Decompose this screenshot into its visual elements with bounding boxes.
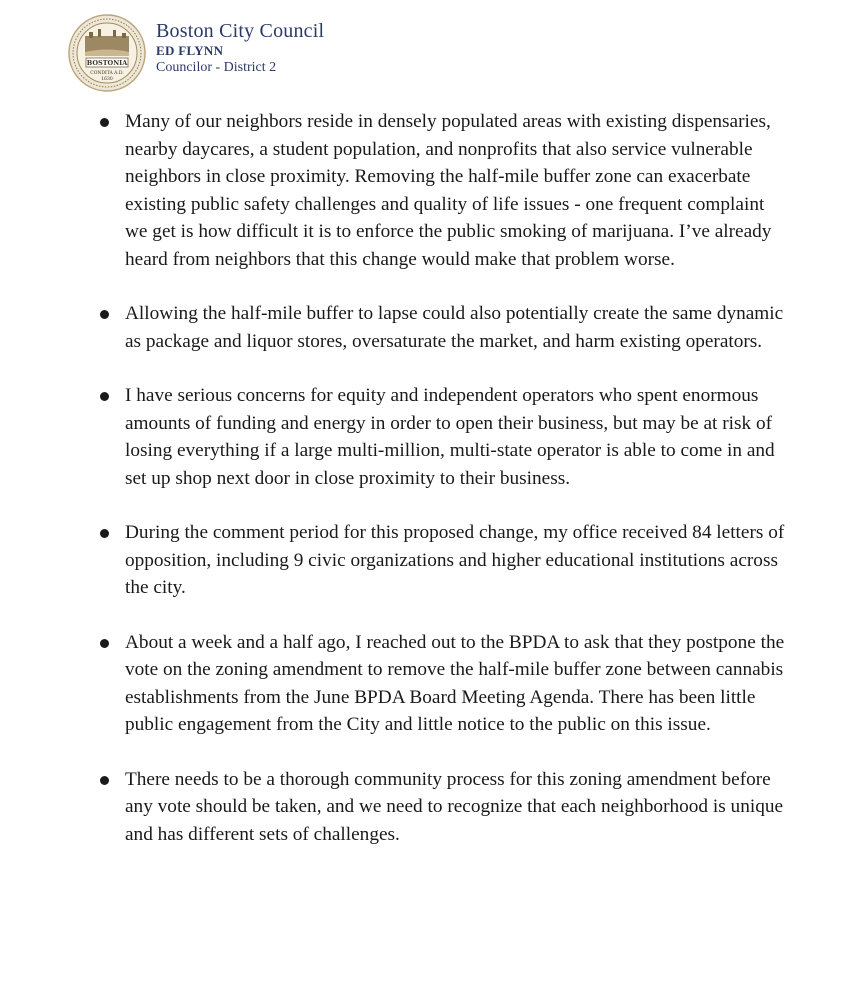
bullet-item xyxy=(98,382,788,492)
bullet-item xyxy=(98,108,788,273)
seal-text-1: BOSTONIA xyxy=(86,59,128,67)
bullet-icon xyxy=(100,776,109,785)
councilor-title: Councilor - District 2 xyxy=(156,60,277,75)
bullet-text: During the comment period for this proposed change, my office received 84 letters of opposition, including 9 civic organizations and higher educational institutions across the city. xyxy=(125,522,785,598)
bullet-icon xyxy=(100,639,109,648)
letterhead xyxy=(68,14,324,94)
bullet-item xyxy=(98,519,788,602)
bullet-item xyxy=(98,629,788,739)
bullet-icon xyxy=(100,310,109,319)
organization-name: Boston City Council xyxy=(156,20,325,42)
bullet-icon xyxy=(100,118,109,127)
bullet-icon xyxy=(100,529,109,538)
bullet-text: Many of our neighbors reside in densely populated areas with existing dispensaries, nearby daycares, a student population, and nonprofits that also service vulnerable neighbors in close proximity. Removing the half-mile buffer zone can exacerbate existing public safety challenges and quality of life issues - one frequent complaint we get is how difficult it is to enforce the public smoking of marijuana. I’ve already heard from neighbors that this change would make that problem worse. xyxy=(125,111,772,270)
bullet-text: About a week and a half ago, I reached out to the BPDA to ask that they postpone the vote on the zoning amendment to remove the half-mile buffer zone between cannabis establishments from the June BPDA Board Meeting Agenda. There has been little public engagement from the City and little notice to the public on this issue. xyxy=(125,631,785,735)
bullet-text: There needs to be a thorough community process for this zoning amendment before any vote should be taken, and we need to recognize that each neighborhood is unique and has different sets of challenges. xyxy=(125,768,784,845)
letterhead-text xyxy=(156,20,324,76)
councilor-name: ED FLYNN xyxy=(156,43,224,58)
seal-text-2: CONDITA A.D. xyxy=(90,71,124,76)
bullet-icon xyxy=(100,392,109,401)
bullet-text: Allowing the half-mile buffer to lapse could also potentially create the same dynamic as package and liquor stores, oversaturate the market, and harm existing operators. xyxy=(125,303,784,352)
bullet-item xyxy=(98,300,788,355)
city-of-boston-seal-icon xyxy=(68,14,146,92)
statement-bullet-list xyxy=(98,108,788,875)
bullet-text: I have serious concerns for equity and independent operators who spent enormous amounts of funding and energy in order to open their business, but may be at risk of losing everything if a large multi-million, multi-state operator is able to come in and set up shop next door in close proximity to their business. xyxy=(125,385,775,489)
seal-text-3: 1630 xyxy=(101,77,113,82)
bullet-item xyxy=(98,766,788,849)
